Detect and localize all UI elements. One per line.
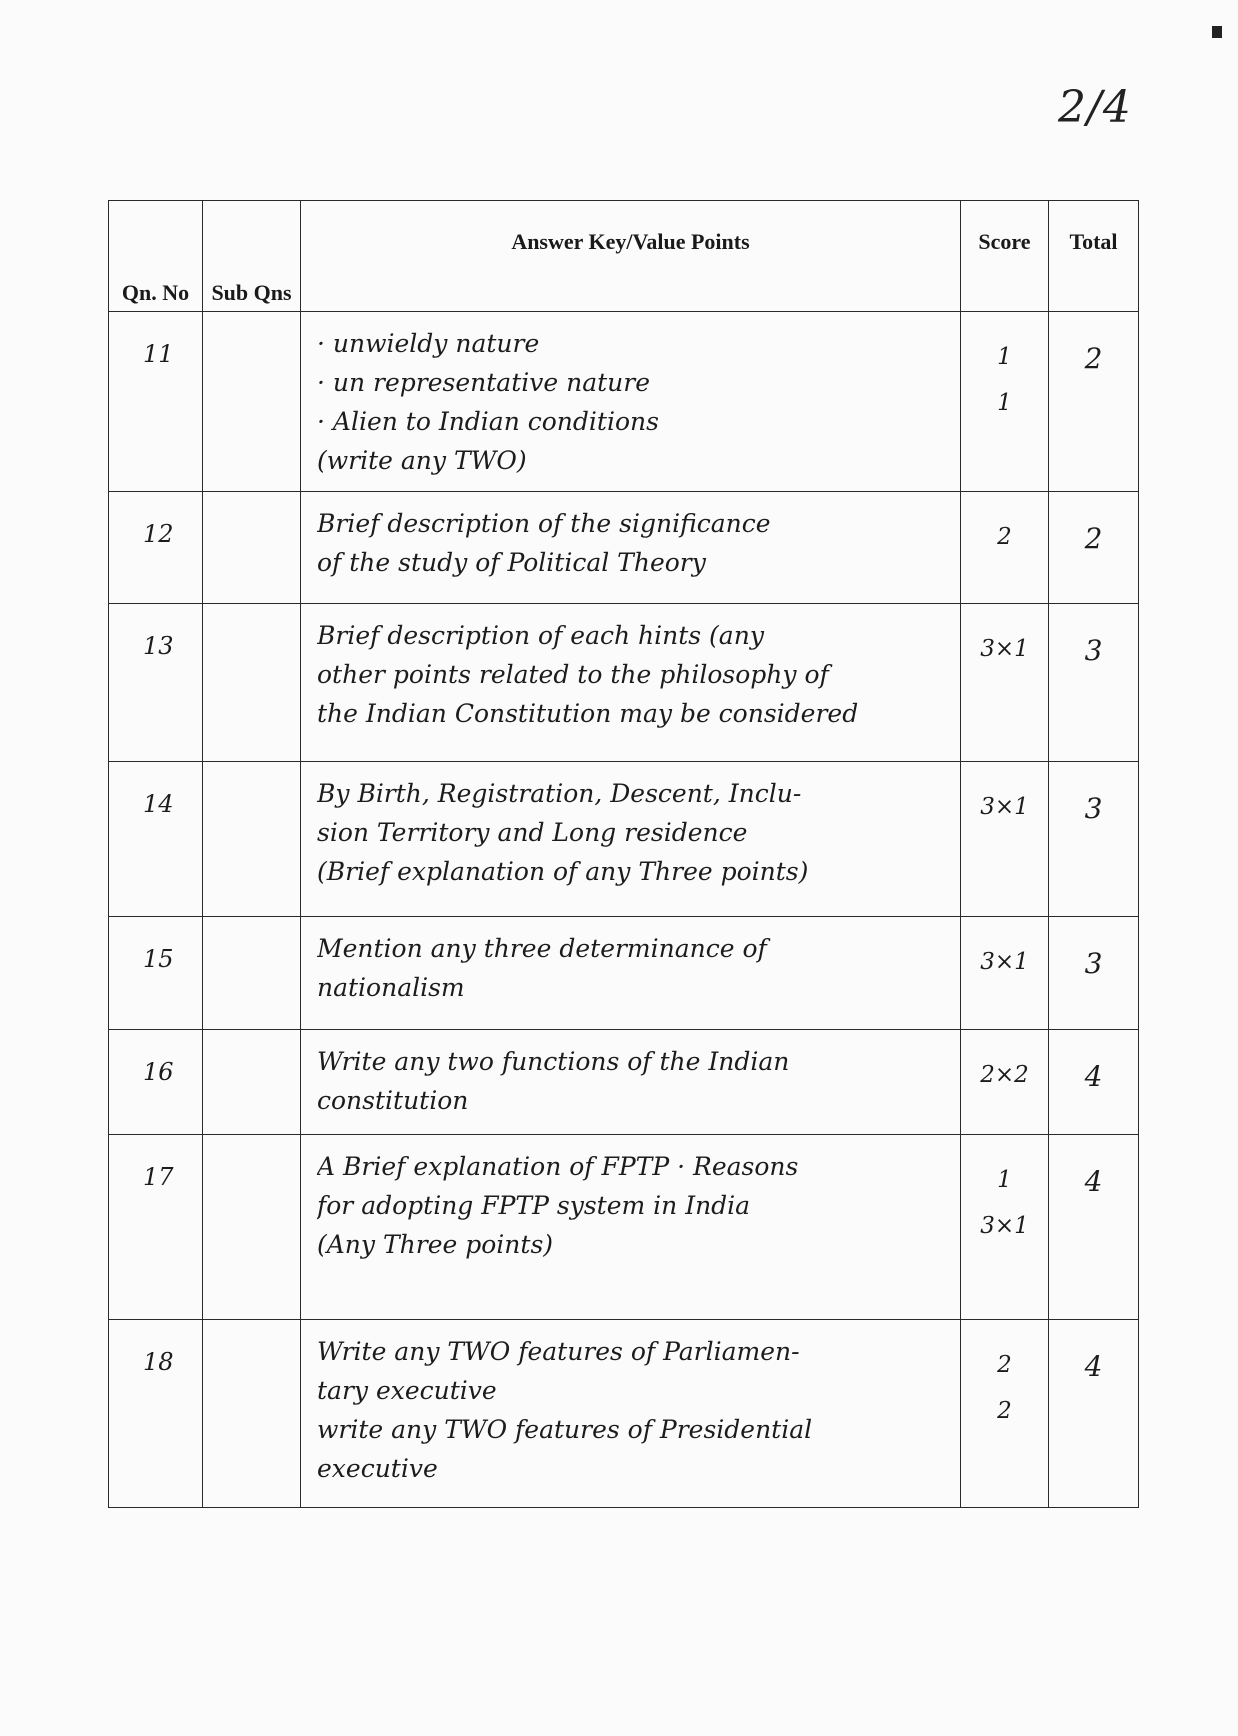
answer-line: write any TWO features of Presidential [317, 1415, 813, 1444]
score-cell [961, 917, 1049, 1030]
answer-line: Brief description of the significance [317, 509, 771, 538]
score-value: 1 [997, 390, 1012, 416]
sub-question [203, 1135, 301, 1320]
question-number: 12 [109, 492, 203, 604]
answer-points [301, 312, 961, 492]
table-row [109, 1320, 1139, 1508]
answer-points [301, 1135, 961, 1320]
answer-line: of the study of Political Theory [317, 548, 706, 577]
sub-question [203, 1320, 301, 1508]
total-value: 2 [1049, 492, 1139, 604]
score-value: 2 [997, 1352, 1012, 1378]
answer-points [301, 492, 961, 604]
total-value: 4 [1049, 1135, 1139, 1320]
answer-line: the Indian Constitution may be considered [317, 699, 859, 728]
score-value: 3×1 [980, 949, 1029, 975]
question-number: 14 [109, 762, 203, 917]
question-number: 16 [109, 1030, 203, 1135]
table-row [109, 312, 1139, 492]
table-row [109, 917, 1139, 1030]
sub-question [203, 1030, 301, 1135]
question-number: 17 [109, 1135, 203, 1320]
table-row [109, 604, 1139, 762]
total-value: 3 [1049, 604, 1139, 762]
answer-line: By Birth, Registration, Descent, Inclu- [317, 779, 802, 808]
score-cell [961, 1030, 1049, 1135]
header-qno: Qn. No [109, 201, 203, 312]
answer-line: Mention any three determinance of [317, 934, 767, 963]
answer-key-table [108, 200, 1139, 1508]
answer-points [301, 1030, 961, 1135]
answer-points [301, 604, 961, 762]
answer-line: · un representative nature [317, 368, 651, 397]
total-value: 4 [1049, 1320, 1139, 1508]
table-row [109, 1135, 1139, 1320]
answer-points [301, 1320, 961, 1508]
answer-line: · unwieldy nature [317, 329, 540, 358]
score-value: 2 [997, 524, 1012, 550]
sub-question [203, 604, 301, 762]
score-cell [961, 492, 1049, 604]
header-sub-qns: Sub Qns [203, 201, 301, 312]
answer-line: constitution [317, 1086, 469, 1115]
answer-line: other points related to the philosophy of [317, 660, 829, 689]
score-cell [961, 1135, 1049, 1320]
answer-line: for adopting FPTP system in India [317, 1191, 751, 1220]
score-cell [961, 312, 1049, 492]
score-cell [961, 604, 1049, 762]
page-number: 2/4 [1058, 82, 1132, 133]
answer-line: (Brief explanation of any Three points) [317, 857, 809, 886]
sub-question [203, 917, 301, 1030]
score-value: 2×2 [980, 1062, 1029, 1088]
header-row [109, 201, 1139, 312]
answer-points [301, 762, 961, 917]
score-cell [961, 762, 1049, 917]
answer-line: (write any TWO) [317, 446, 527, 475]
score-value: 3×1 [980, 794, 1029, 820]
score-value: 1 [997, 344, 1012, 370]
answer-line: nationalism [317, 973, 465, 1002]
table-row [109, 1030, 1139, 1135]
total-value: 4 [1049, 1030, 1139, 1135]
table-row [109, 492, 1139, 604]
total-value: 2 [1049, 312, 1139, 492]
score-value: 3×1 [980, 1213, 1029, 1239]
answer-line: Write any two functions of the Indian [317, 1047, 790, 1076]
sub-question [203, 312, 301, 492]
total-value: 3 [1049, 917, 1139, 1030]
answer-line: sion Territory and Long residence [317, 818, 748, 847]
table-row [109, 762, 1139, 917]
total-value: 3 [1049, 762, 1139, 917]
score-value: 1 [997, 1167, 1012, 1193]
answer-line: Brief description of each hints (any [317, 621, 764, 650]
score-value: 2 [997, 1398, 1012, 1424]
header-answer-key: Answer Key/Value Points [301, 201, 961, 312]
answer-line: (Any Three points) [317, 1230, 554, 1259]
sub-question [203, 492, 301, 604]
answer-points [301, 917, 961, 1030]
score-value: 3×1 [980, 636, 1029, 662]
question-number: 13 [109, 604, 203, 762]
answer-line: tary executive [317, 1376, 497, 1405]
score-cell [961, 1320, 1049, 1508]
question-number: 15 [109, 917, 203, 1030]
header-total: Total [1049, 201, 1139, 312]
answer-line: · Alien to Indian conditions [317, 407, 659, 436]
sub-question [203, 762, 301, 917]
question-number: 18 [109, 1320, 203, 1508]
answer-line: executive [317, 1454, 438, 1483]
corner-mark [1212, 26, 1222, 38]
question-number: 11 [109, 312, 203, 492]
answer-line: Write any TWO features of Parliamen- [317, 1337, 800, 1366]
answer-line: A Brief explanation of FPTP · Reasons [317, 1152, 799, 1181]
header-score: Score [961, 201, 1049, 312]
